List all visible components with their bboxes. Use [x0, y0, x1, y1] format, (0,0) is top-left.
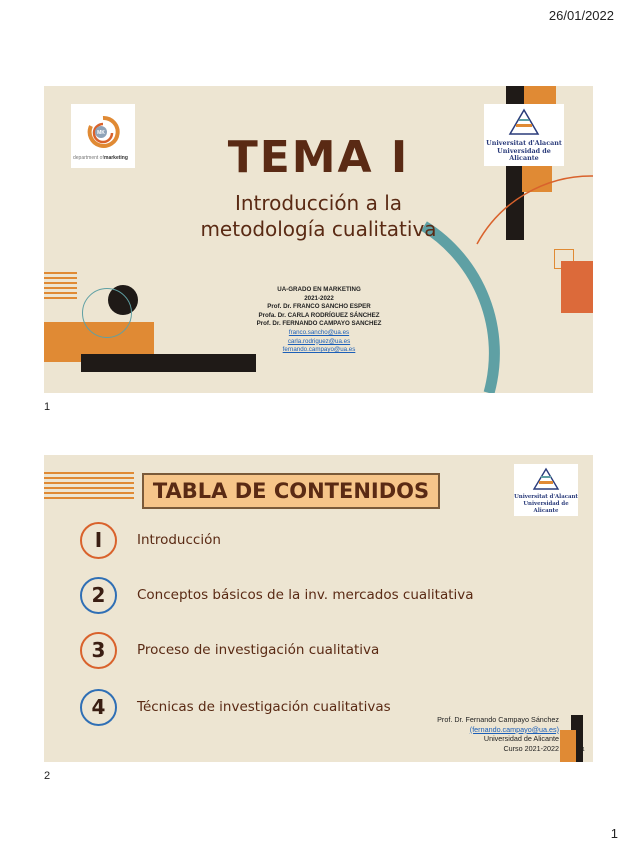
presenter-name: Prof. Dr. Fernando Campayo Sánchez	[437, 715, 559, 724]
toc-label-2: Conceptos básicos de la inv. mercados cualitativa	[137, 587, 474, 603]
slide-number-1: 1	[44, 401, 51, 413]
toc-item-3[interactable]	[80, 630, 379, 670]
presenter-info	[437, 715, 559, 753]
stripes-left	[44, 472, 134, 502]
toc-item-2[interactable]	[80, 575, 474, 615]
slide-number-2: 2	[44, 770, 51, 782]
toc-item-4[interactable]	[80, 687, 391, 727]
slide-subtitle	[44, 190, 593, 242]
logo-initials: MK	[97, 130, 105, 136]
academic-year: 2021-2022	[304, 294, 334, 302]
email-link-2[interactable]: carla.rodriguez@ua.es	[287, 337, 351, 345]
toc-label-4: Técnicas de investigación cualitativas	[137, 699, 391, 715]
orange-block-corner	[560, 730, 576, 762]
corner-slide-number: 1	[582, 747, 585, 753]
presenter-university: Universidad de Alicante	[483, 734, 559, 743]
print-date: 26/01/2022	[548, 8, 614, 23]
toc-label-1: Introducción	[137, 532, 221, 548]
logo-text-left: department of	[73, 155, 104, 161]
university-name-spanish: Universidad de Alicante	[523, 500, 569, 514]
presenter-course: Curso 2021-2022	[503, 743, 559, 753]
toc-number-2: 2	[80, 577, 117, 614]
university-name-spanish: Universidad de Alicante	[497, 146, 551, 162]
toc-number-1: I	[80, 522, 117, 559]
slide-main-title: TEMA I	[227, 132, 410, 183]
subtitle-line-2: metodología cualitativa	[200, 217, 437, 241]
university-name-valencian: Universitat d'Alacant	[486, 139, 562, 147]
toc-number-4: 4	[80, 689, 117, 726]
email-link-1[interactable]: franco.sancho@ua.es	[288, 328, 350, 336]
page-number: 1	[610, 826, 618, 841]
toc-number-3: 3	[80, 632, 117, 669]
slide-contents	[44, 455, 593, 762]
course-info	[194, 286, 444, 355]
professor-2: Profa. Dr. CARLA RODRÍGUEZ SÁNCHEZ	[258, 311, 380, 319]
teal-ring	[82, 288, 132, 338]
presenter-email[interactable]: (fernando.campayo@ua.es)	[469, 724, 559, 734]
university-logo	[514, 464, 578, 516]
contents-title: TABLA DE CONTENIDOS	[142, 473, 440, 509]
university-name-valencian: Universitat d'Alacant	[514, 494, 578, 500]
professor-1: Prof. Dr. FRANCO SANCHO ESPER	[267, 303, 371, 311]
logo-text-right: marketing	[104, 155, 128, 161]
stripes-left	[44, 272, 77, 300]
professor-3: Prof. Dr. FERNANDO CAMPAYO SANCHEZ	[256, 320, 382, 328]
toc-item-1[interactable]	[80, 520, 221, 560]
university-emblem-icon	[532, 467, 560, 491]
email-link-3[interactable]: fernando.campayo@ua.es	[282, 346, 356, 354]
degree: UA-GRADO EN MARKETING	[277, 286, 361, 293]
slide-title	[44, 86, 593, 393]
subtitle-line-1: Introducción a la	[234, 191, 403, 215]
toc-label-3: Proceso de investigación cualitativa	[137, 642, 380, 658]
black-bar-bottom	[81, 354, 256, 372]
